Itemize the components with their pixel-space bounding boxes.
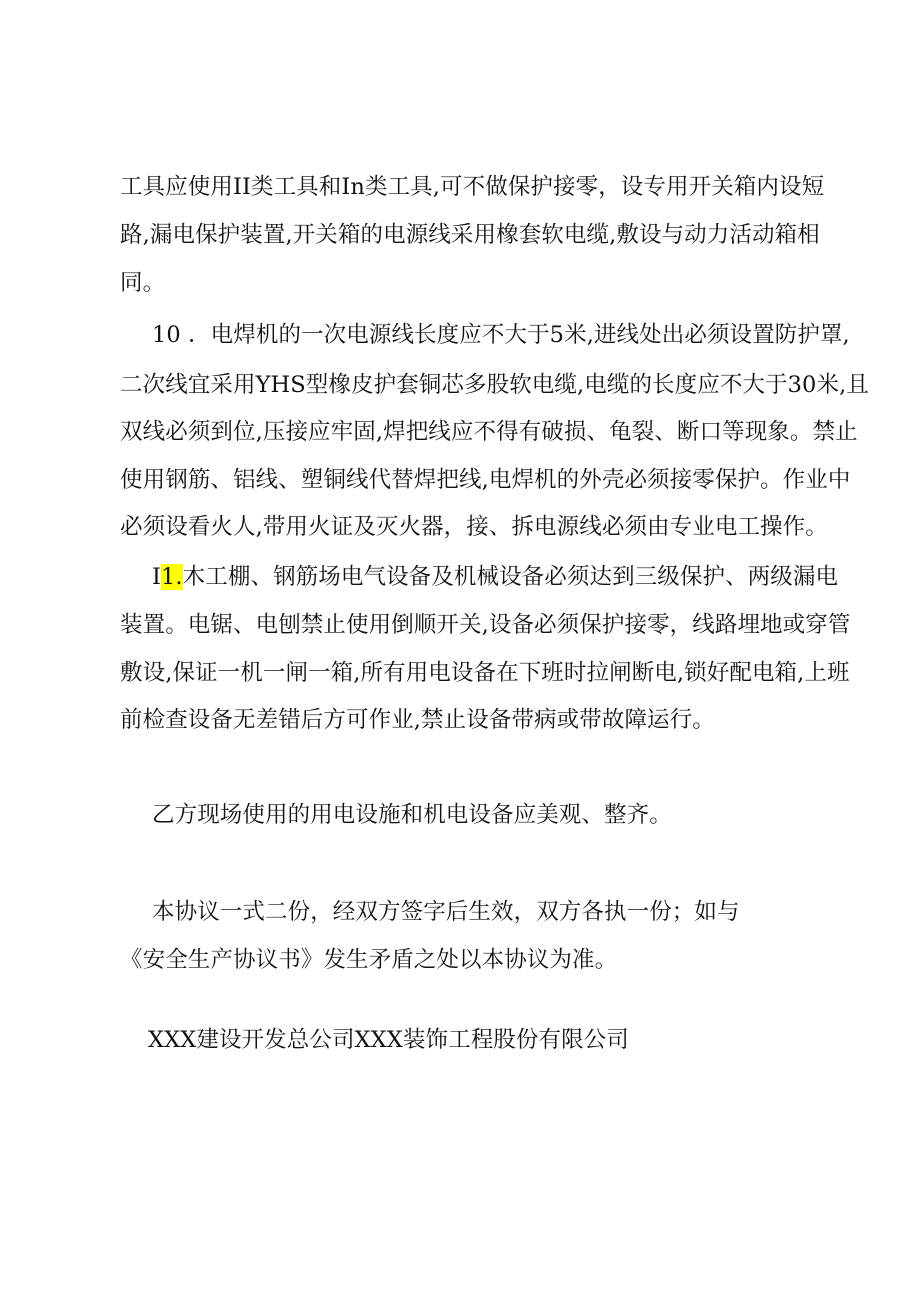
item-10-line-4: 使用钢筋、铝线、塑铜线代替焊把线,电焊机的外壳必须接零保护。作业中 xyxy=(120,467,851,493)
intro-line-2: 路,漏电保护装置,开关箱的电源线采用橡套软电缆,敷设与动力活动箱相 xyxy=(120,222,820,248)
item-10-line-3: 双线必须到位,压接应牢固,焊把线应不得有破损、龟裂、断口等现象。禁止 xyxy=(120,419,858,445)
signature-parties: XXX建设开发总公司XXX装饰工程股份有限公司 xyxy=(148,1027,629,1053)
intro-line-1: 工具应使用II类工具和In类工具,可不做保护接零，设专用开关箱内设短 xyxy=(120,174,825,200)
agreement-line-1: 本协议一式二份，经双方签字后生效，双方各执一份；如与 xyxy=(152,899,740,925)
item-11-number-highlight: 1. xyxy=(161,564,183,590)
item-11-line-1 xyxy=(152,562,838,592)
agreement-line-2: 《安全生产协议书》发生矛盾之处以本协议为准。 xyxy=(120,947,618,973)
intro-line-3: 同。 xyxy=(120,270,166,296)
item-11-line-3: 敷设,保证一机一闸一箱,所有用电设备在下班时拉闸断电,锁好配电箱,上班 xyxy=(120,660,850,686)
item-11-line-2: 装置。电锯、电刨禁止使用倒顺开关,设备必须保护接零，线路埋地或穿管 xyxy=(120,612,851,638)
item-10-line-5: 必须设看火人,带用火证及灭火器，接、拆电源线必须由专业电工操作。 xyxy=(120,514,828,540)
item-10-line-1: 10 ．电焊机的一次电源线长度应不大于5米,进线处出必须设置防护罩, xyxy=(152,322,850,348)
item-11-line-1-text: 木工棚、钢筋场电气设备及机械设备必须达到三级保护、两级漏电 xyxy=(182,564,839,590)
party-b-statement: 乙方现场使用的用电设施和机电设备应美观、整齐。 xyxy=(152,802,672,828)
item-11-line-4: 前检查设备无差错后方可作业,禁止设备带病或带故障运行。 xyxy=(120,707,715,733)
item-10-line-2: 二次线宜采用YHS型橡皮护套铜芯多股软电缆,电缆的长度应不大于30米,且 xyxy=(120,372,869,398)
item-11-number-prefix: I xyxy=(152,564,161,590)
